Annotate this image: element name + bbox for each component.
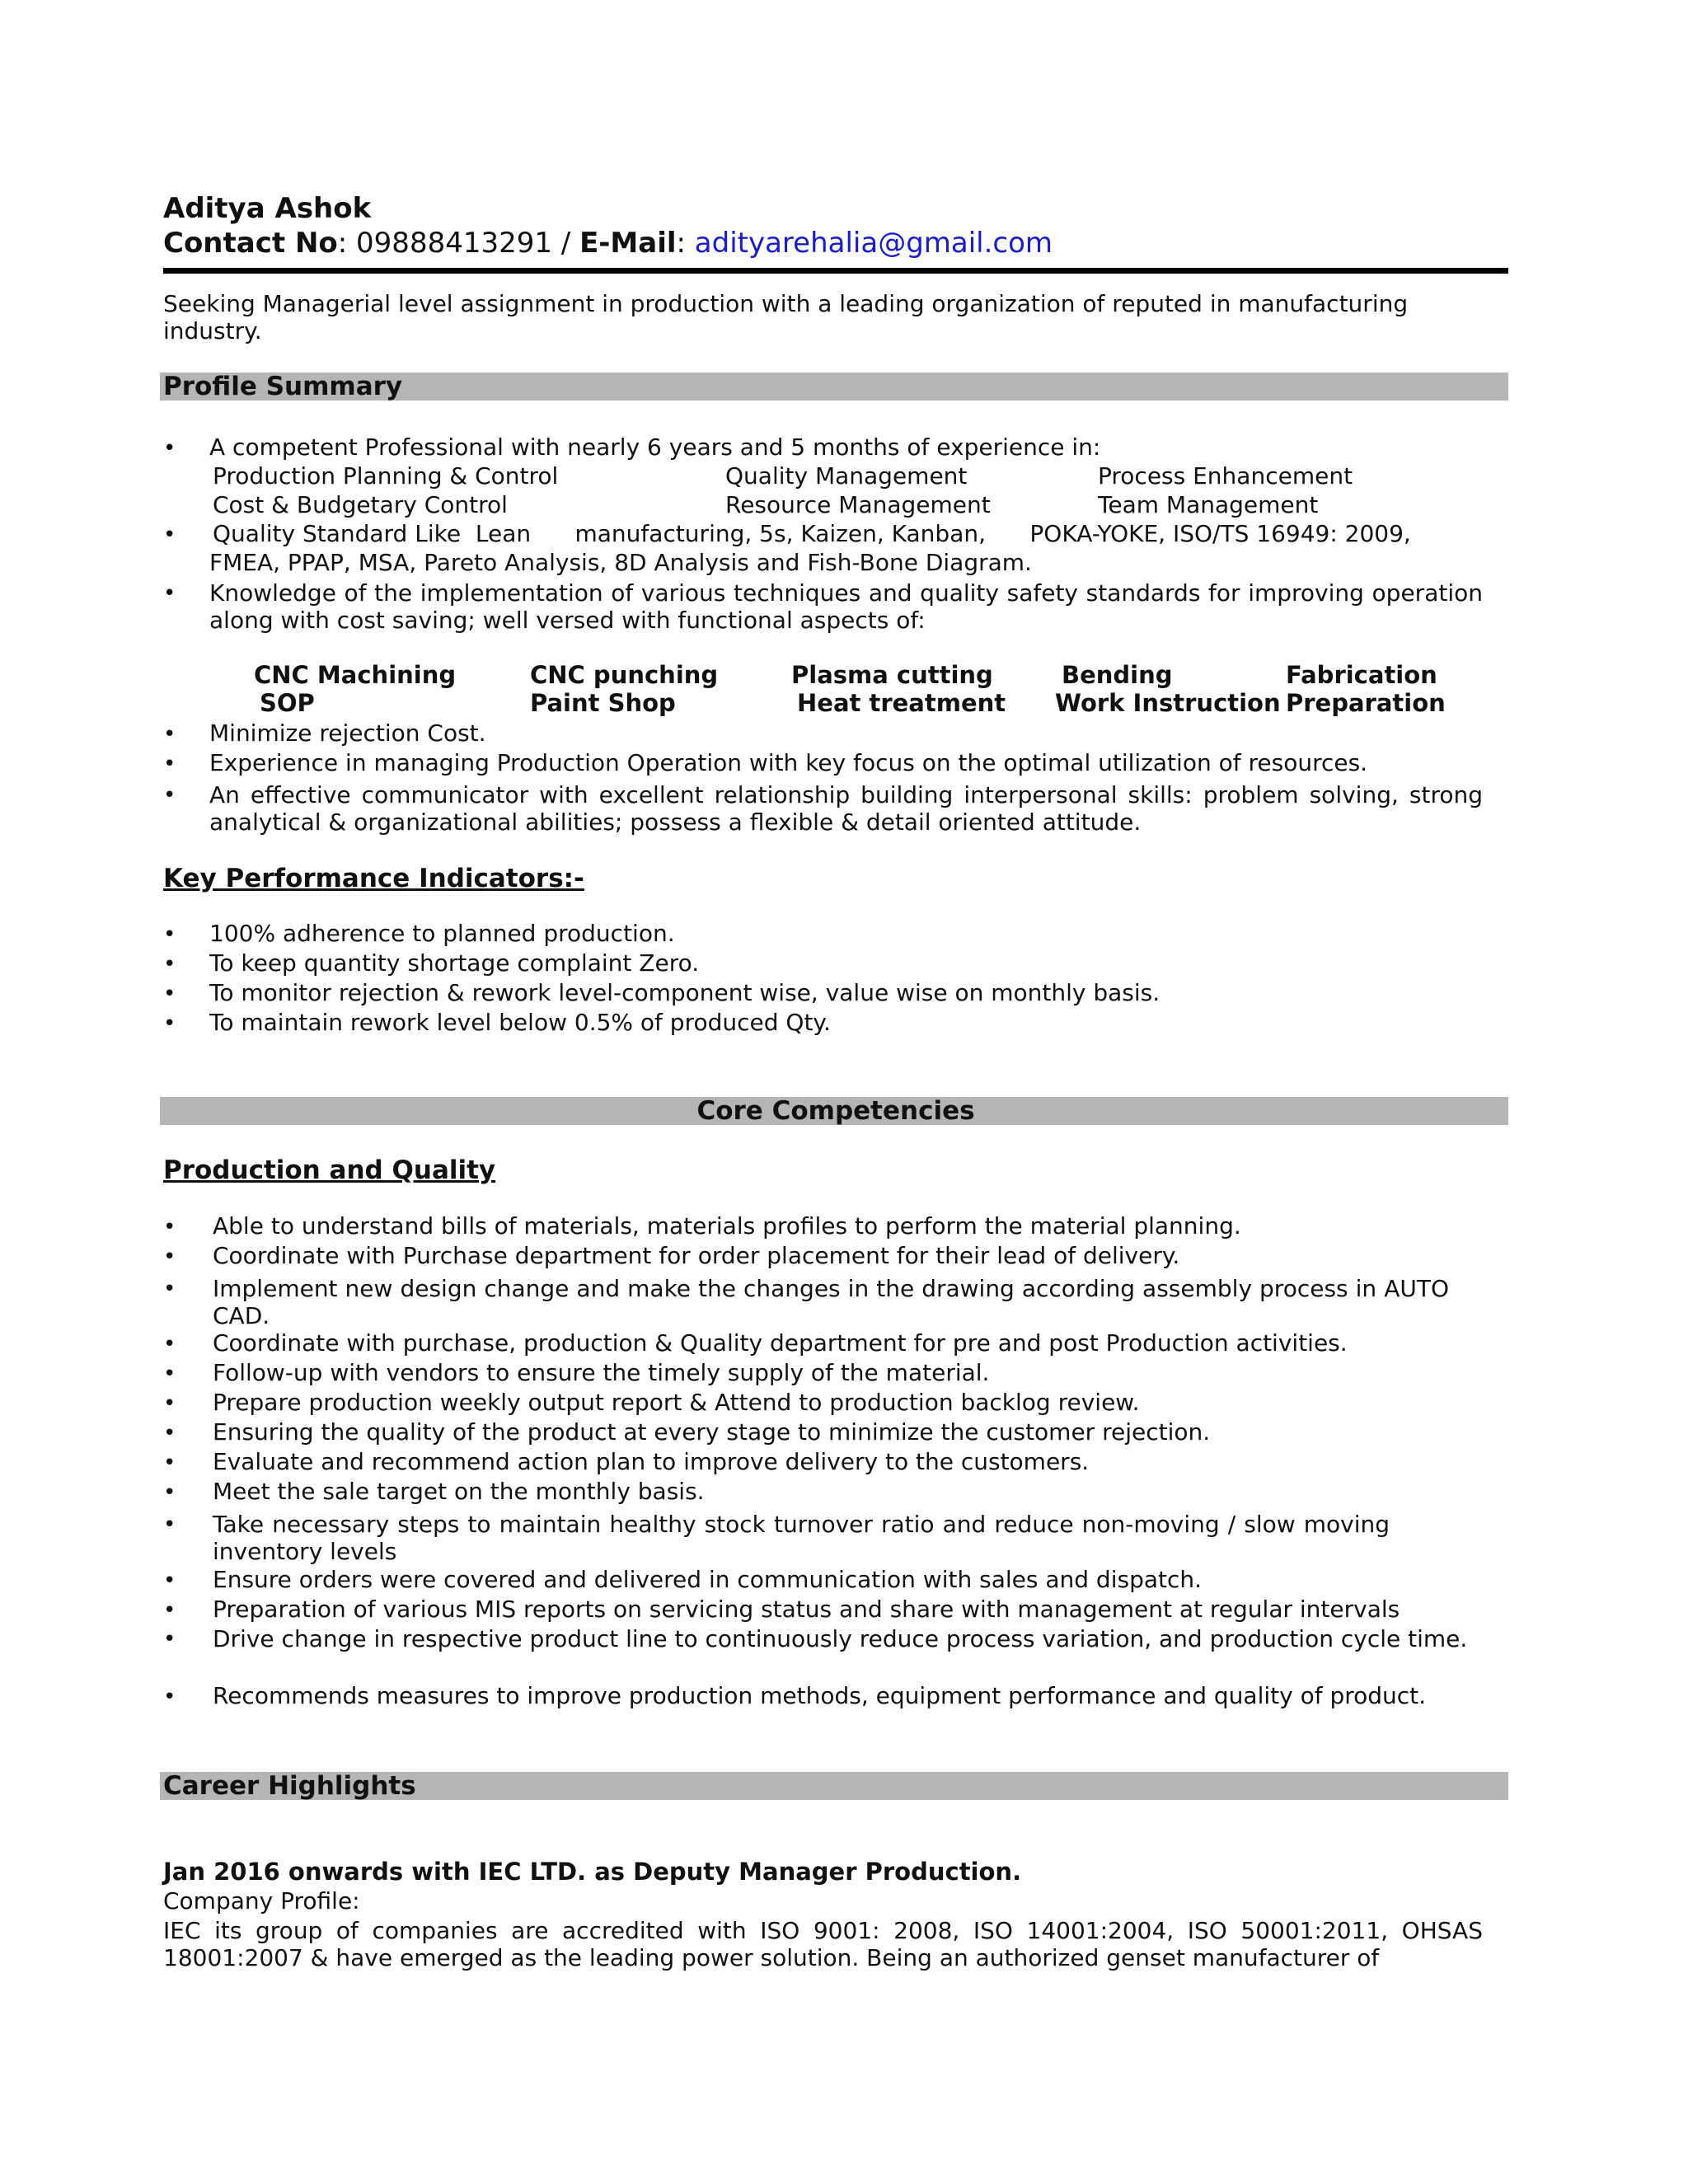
competency-point: Take necessary steps to maintain healthy stock turnover ratio and reduce non-moving / slow moving inventory levels bbox=[213, 1511, 1390, 1565]
bullet: • bbox=[163, 1277, 176, 1301]
job-title: Jan 2016 onwards with IEC LTD. as Deputy Manager Production. bbox=[163, 1858, 1022, 1886]
bullet: • bbox=[163, 523, 176, 547]
contact-label: Contact No bbox=[163, 227, 338, 260]
competency-point: Preparation of various MIS reports on servicing status and share with management at regular intervals bbox=[213, 1596, 1400, 1623]
profile-point: Minimize rejection Cost. bbox=[209, 719, 486, 747]
kpi-point: 100% adherence to planned production. bbox=[209, 920, 675, 947]
phone-number: 09888413291 bbox=[356, 227, 552, 260]
bullet: • bbox=[163, 1598, 176, 1623]
skill-item: Work Instruction bbox=[1055, 689, 1281, 717]
bullet: • bbox=[163, 722, 176, 747]
profile-summary-heading: Profile Summary bbox=[160, 373, 1508, 401]
competency-point: Follow-up with vendors to ensure the timely supply of the material. bbox=[213, 1359, 990, 1386]
bullet: • bbox=[163, 1627, 176, 1652]
company-profile-label: Company Profile: bbox=[163, 1887, 360, 1915]
bullet: • bbox=[163, 581, 176, 606]
bullet: • bbox=[163, 1568, 176, 1593]
competency-point: Ensure orders were covered and delivered in communication with sales and dispatch. bbox=[213, 1566, 1203, 1593]
competency-point: Evaluate and recommend action plan to improve delivery to the customers. bbox=[213, 1448, 1090, 1475]
skill-item: SOP bbox=[260, 689, 315, 717]
header-divider bbox=[163, 268, 1508, 274]
skill-item: CNC punching bbox=[530, 661, 719, 689]
skill-item: Heat treatment bbox=[797, 689, 1006, 717]
bullet: • bbox=[163, 1391, 176, 1416]
contact-line: Contact No: 09888413291 / E-Mail: adityarehalia@gmail.com bbox=[163, 227, 1053, 260]
kpi-point: To maintain rework level below 0.5% of produced Qty. bbox=[209, 1009, 831, 1036]
profile-point: An effective communicator with excellent relationship building interpersonal skills: problem solving, strong analytical & organizational abilities; possess a flexible & detail oriented attitude. bbox=[209, 781, 1483, 836]
area-item: Quality Management bbox=[725, 462, 968, 490]
bullet: • bbox=[163, 1361, 176, 1386]
area-item: Team Management bbox=[1098, 491, 1319, 518]
competency-point: Implement new design change and make the changes in the drawing according assembly process in AUTO CAD. bbox=[213, 1275, 1449, 1329]
competency-point: Meet the sale target on the monthly basis. bbox=[213, 1478, 705, 1505]
candidate-name: Aditya Ashok bbox=[163, 192, 372, 225]
competency-point: Coordinate with purchase, production & Quality department for pre and post Production activities. bbox=[213, 1329, 1348, 1357]
bullet: • bbox=[163, 1332, 176, 1357]
career-highlights-heading: Career Highlights bbox=[160, 1772, 1508, 1800]
email-label: E-Mail bbox=[579, 227, 677, 260]
competency-point: Recommends measures to improve production methods, equipment performance and quality of product. bbox=[213, 1682, 1427, 1709]
bullet: • bbox=[163, 1685, 176, 1709]
bullet: • bbox=[163, 922, 176, 947]
competency-point: Prepare production weekly output report & Attend to production backlog review. bbox=[213, 1389, 1140, 1416]
area-item: Production Planning & Control bbox=[213, 462, 559, 490]
knowledge-point: Knowledge of the implementation of various techniques and quality safety standards for improving operation along with cost saving; well versed with functional aspects of: bbox=[209, 579, 1483, 634]
bullet: • bbox=[163, 752, 176, 776]
bullet: • bbox=[163, 1451, 176, 1475]
contact-separator: / bbox=[552, 227, 580, 260]
email-link[interactable]: adityarehalia@gmail.com bbox=[694, 227, 1053, 260]
production-quality-heading: Production and Quality bbox=[163, 1155, 496, 1185]
bullet: • bbox=[163, 1215, 176, 1240]
profile-intro: A competent Professional with nearly 6 years and 5 months of experience in: bbox=[209, 434, 1101, 461]
competency-point: Drive change in respective product line to continuously reduce process variation, and production cycle time. bbox=[213, 1625, 1468, 1652]
bullet: • bbox=[163, 952, 176, 977]
bullet: • bbox=[163, 982, 176, 1006]
bullet: • bbox=[163, 1011, 176, 1036]
area-item: Resource Management bbox=[725, 491, 991, 518]
bullet: • bbox=[163, 436, 176, 461]
kpi-point: To keep quantity shortage complaint Zero. bbox=[209, 949, 700, 977]
bullet: • bbox=[163, 1512, 176, 1537]
kpi-point: To monitor rejection & rework level-component wise, value wise on monthly basis. bbox=[209, 979, 1160, 1006]
company-profile-text: IEC its group of companies are accredited with ISO 9001: 2008, ISO 14001:2004, ISO 50001:2011, OHSAS 18001:2007 & have emerged as the leading power solution. Being an authorized genset manufacturer of bbox=[163, 1917, 1483, 1971]
quality-standards-line: Quality Standard Like Lean manufacturing, 5s, Kaizen, Kanban, POKA-YOKE, ISO/TS 16949: 2009, bbox=[213, 520, 1411, 547]
skill-item: Preparation bbox=[1286, 689, 1446, 717]
skill-item: Bending bbox=[1062, 661, 1173, 689]
core-competencies-heading: Core Competencies bbox=[160, 1097, 1508, 1125]
skill-item: Paint Shop bbox=[530, 689, 676, 717]
quality-standards-line: FMEA, PPAP, MSA, Pareto Analysis, 8D Analysis and Fish-Bone Diagram. bbox=[209, 549, 1032, 576]
skill-item: Plasma cutting bbox=[791, 661, 993, 689]
area-item: Cost & Budgetary Control bbox=[213, 491, 508, 518]
bullet: • bbox=[163, 1244, 176, 1269]
competency-point: Ensuring the quality of the product at every stage to minimize the customer rejection. bbox=[213, 1418, 1211, 1446]
kpi-heading: Key Performance Indicators:- bbox=[163, 864, 584, 893]
bullet: • bbox=[163, 783, 176, 808]
bullet: • bbox=[163, 1421, 176, 1446]
competency-point: Coordinate with Purchase department for order placement for their lead of delivery. bbox=[213, 1242, 1180, 1269]
skill-item: Fabrication bbox=[1286, 661, 1437, 689]
skill-item: CNC Machining bbox=[254, 661, 457, 689]
competency-point: Able to understand bills of materials, materials profiles to perform the material planning. bbox=[213, 1212, 1241, 1240]
profile-point: Experience in managing Production Operation with key focus on the optimal utilization of resources. bbox=[209, 749, 1368, 776]
bullet: • bbox=[163, 1480, 176, 1505]
career-objective: Seeking Managerial level assignment in production with a leading organization of reputed in manufacturing industry. bbox=[163, 290, 1409, 344]
area-item: Process Enhancement bbox=[1098, 462, 1353, 490]
